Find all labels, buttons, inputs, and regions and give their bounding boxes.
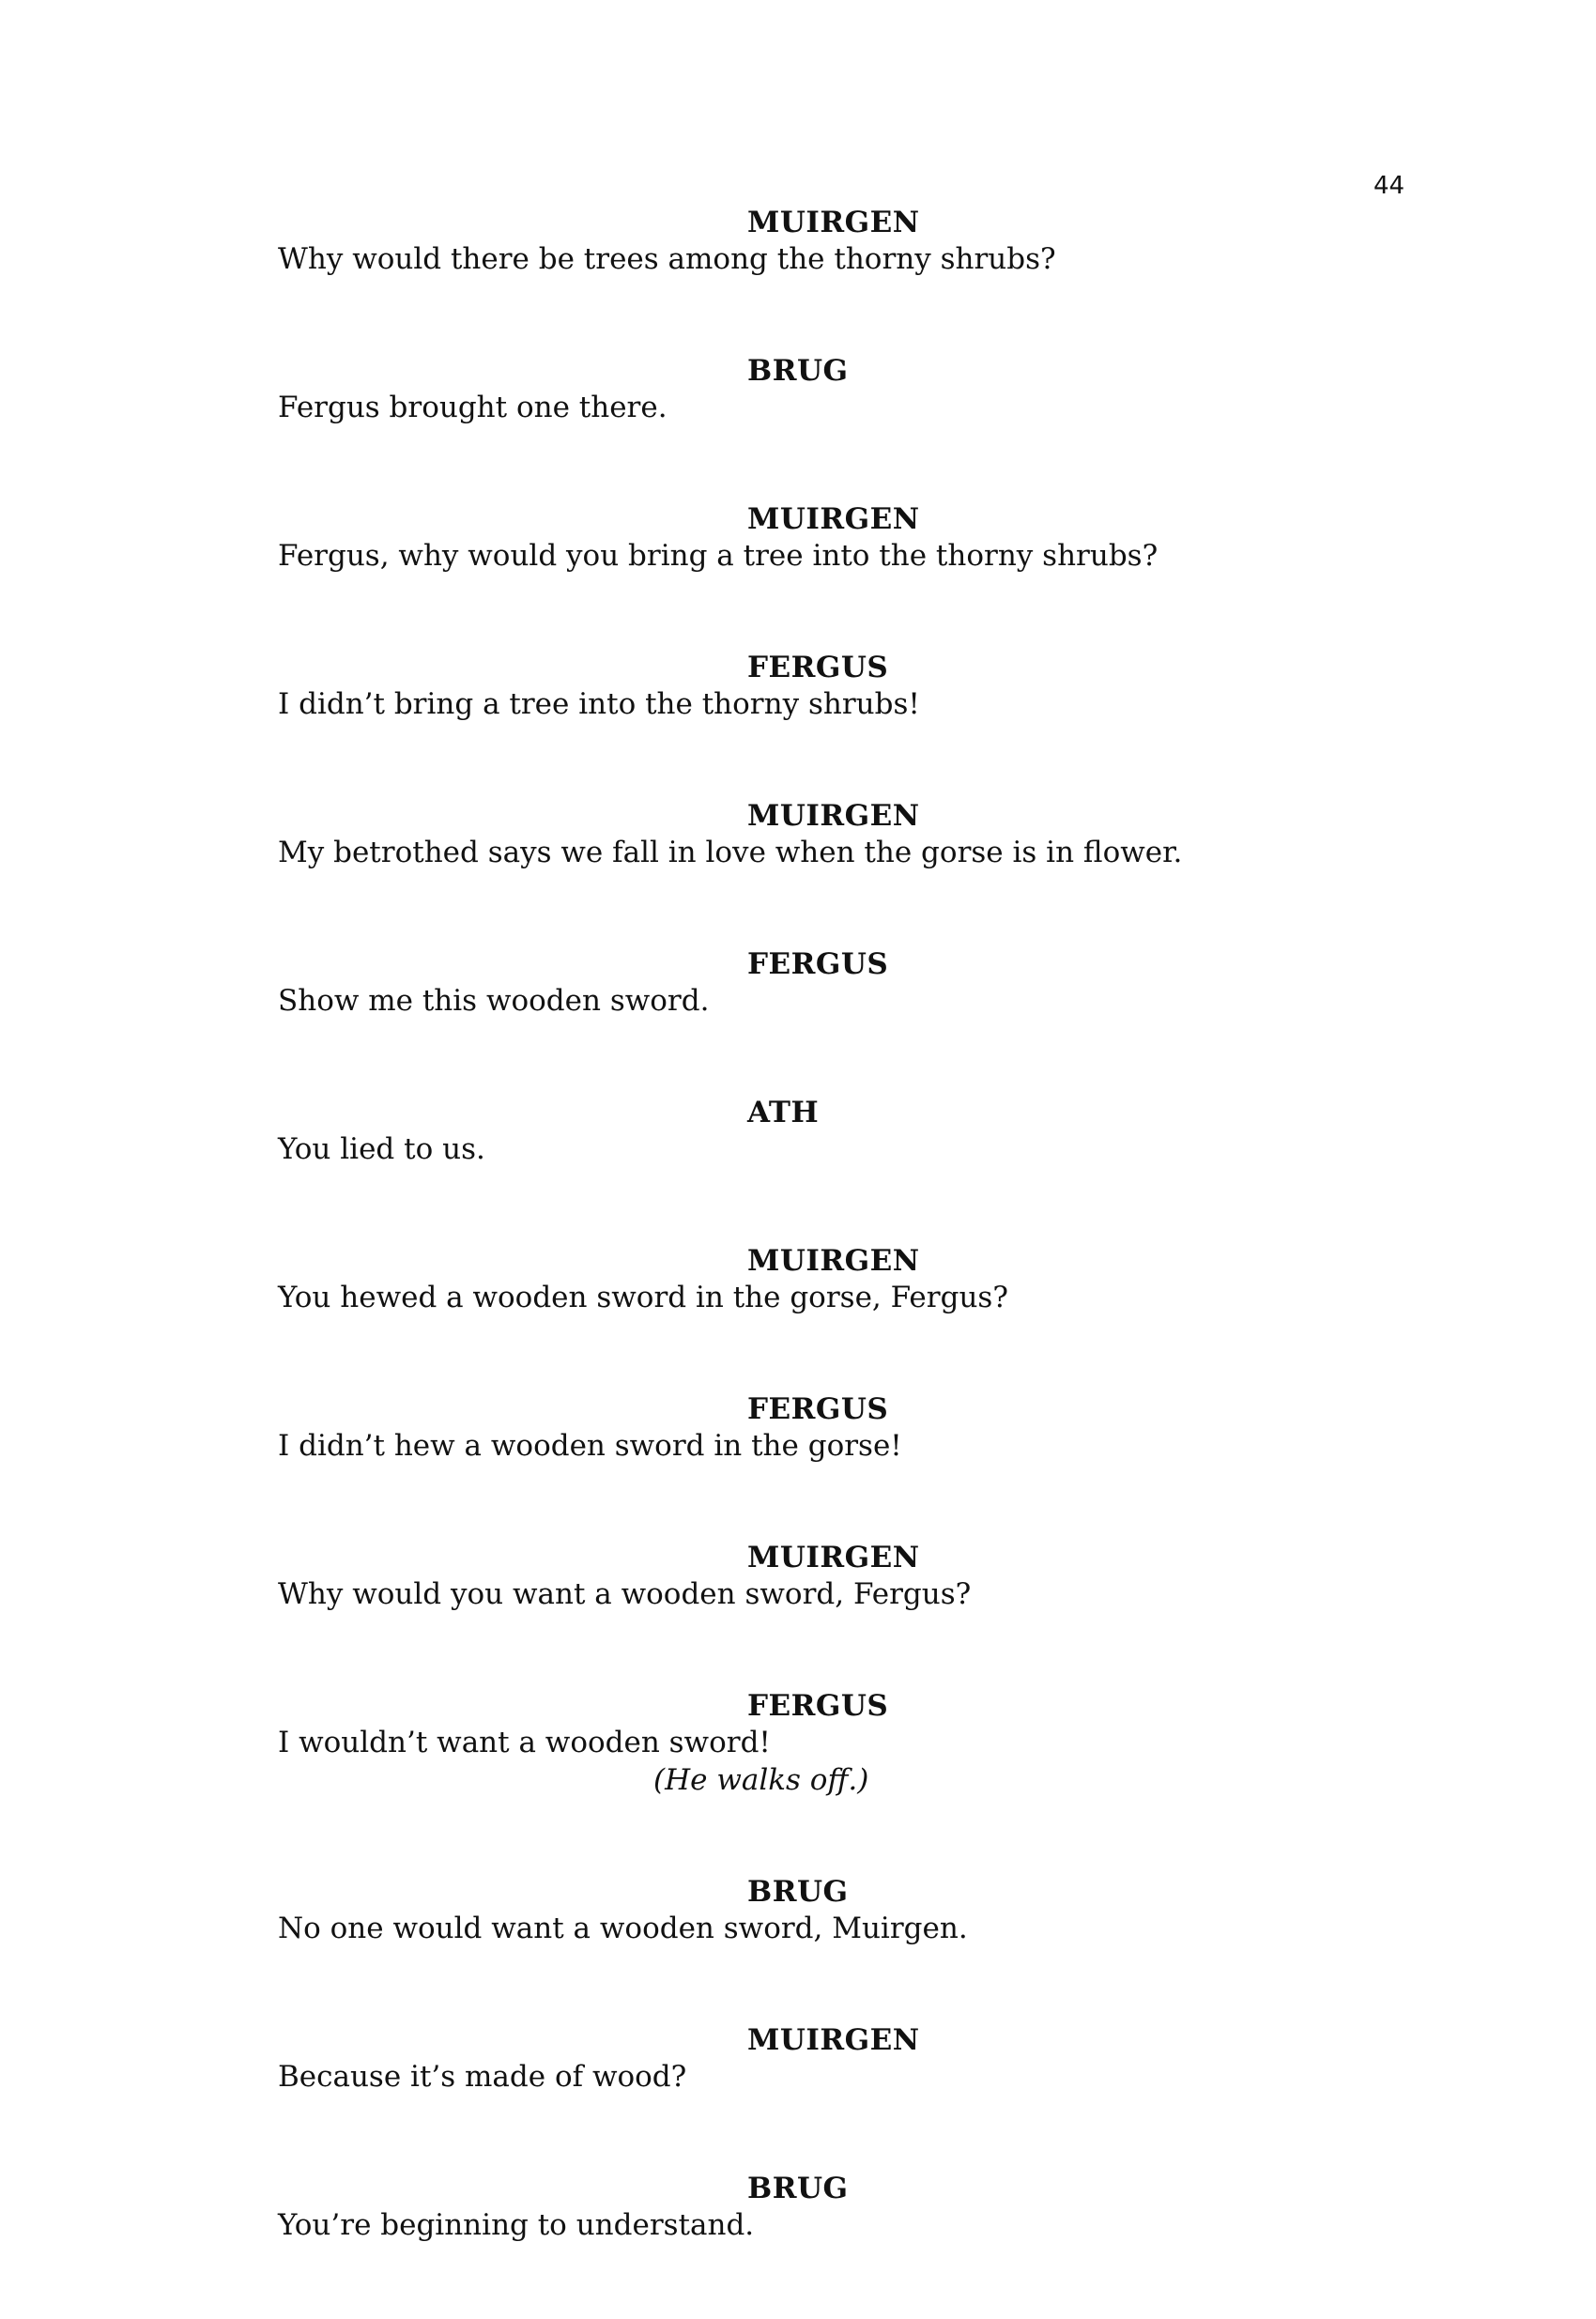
dialogue-line: Fergus, why would you bring a tree into the thorny shrubs? (278, 539, 1159, 573)
dialogue-line: Show me this wooden sword. (278, 984, 710, 1018)
dialogue-line: My betrothed says we fall in love when the gorse is in flower. (278, 836, 1183, 869)
speaker-name: MUIRGEN (747, 1244, 920, 1278)
speaker-name: BRUG (747, 354, 849, 388)
dialogue-line: I wouldn’t want a wooden sword! (278, 1726, 771, 1759)
dialogue-line: You hewed a wooden sword in the gorse, Fergus? (278, 1281, 1008, 1314)
speaker-name: MUIRGEN (747, 502, 920, 536)
dialogue-line: You’re beginning to understand. (278, 2208, 755, 2242)
speaker-name: FERGUS (747, 1392, 889, 1426)
dialogue-line: I didn’t hew a wooden sword in the gorse! (278, 1429, 902, 1463)
dialogue-line: Fergus brought one there. (278, 391, 668, 424)
dialogue-line: You lied to us. (278, 1132, 485, 1166)
dialogue-cue (278, 650, 1339, 723)
stage-direction: (He walks off.) (653, 1763, 869, 1797)
dialogue-cue (278, 1391, 1339, 1465)
speaker-name: MUIRGEN (747, 2023, 920, 2057)
dialogue-cue (278, 1540, 1339, 1613)
dialogue-cue (278, 1874, 1339, 1947)
dialogue-cue (278, 1688, 1339, 1799)
dialogue-cue (278, 2171, 1339, 2244)
speaker-name: BRUG (747, 2172, 849, 2205)
dialogue-line: I didn’t bring a tree into the thorny shrubs! (278, 687, 920, 721)
speaker-name: FERGUS (747, 651, 889, 684)
dialogue-line: No one would want a wooden sword, Muirgen. (278, 1912, 968, 1945)
page-number: 44 (1373, 172, 1405, 200)
dialogue-cue (278, 1243, 1339, 1316)
dialogue-line: Why would there be trees among the thorny shrubs? (278, 242, 1056, 276)
dialogue-cue (278, 205, 1339, 278)
dialogue-cue (278, 1095, 1339, 1168)
dialogue-cue (278, 946, 1339, 1020)
speaker-name: MUIRGEN (747, 206, 920, 239)
speaker-name: MUIRGEN (747, 799, 920, 833)
speaker-name: MUIRGEN (747, 1541, 920, 1574)
speaker-name: FERGUS (747, 947, 889, 981)
dialogue-cue (278, 501, 1339, 575)
dialogue-cue (278, 2022, 1339, 2096)
dialogue-line: Because it’s made of wood? (278, 2060, 687, 2094)
script-body (278, 205, 1339, 2319)
speaker-name: FERGUS (747, 1689, 889, 1723)
dialogue-line: Why would you want a wooden sword, Fergus? (278, 1577, 972, 1611)
speaker-name: ATH (747, 1096, 820, 1129)
speaker-name: BRUG (747, 1875, 849, 1909)
dialogue-cue (278, 353, 1339, 426)
dialogue-cue (278, 798, 1339, 871)
